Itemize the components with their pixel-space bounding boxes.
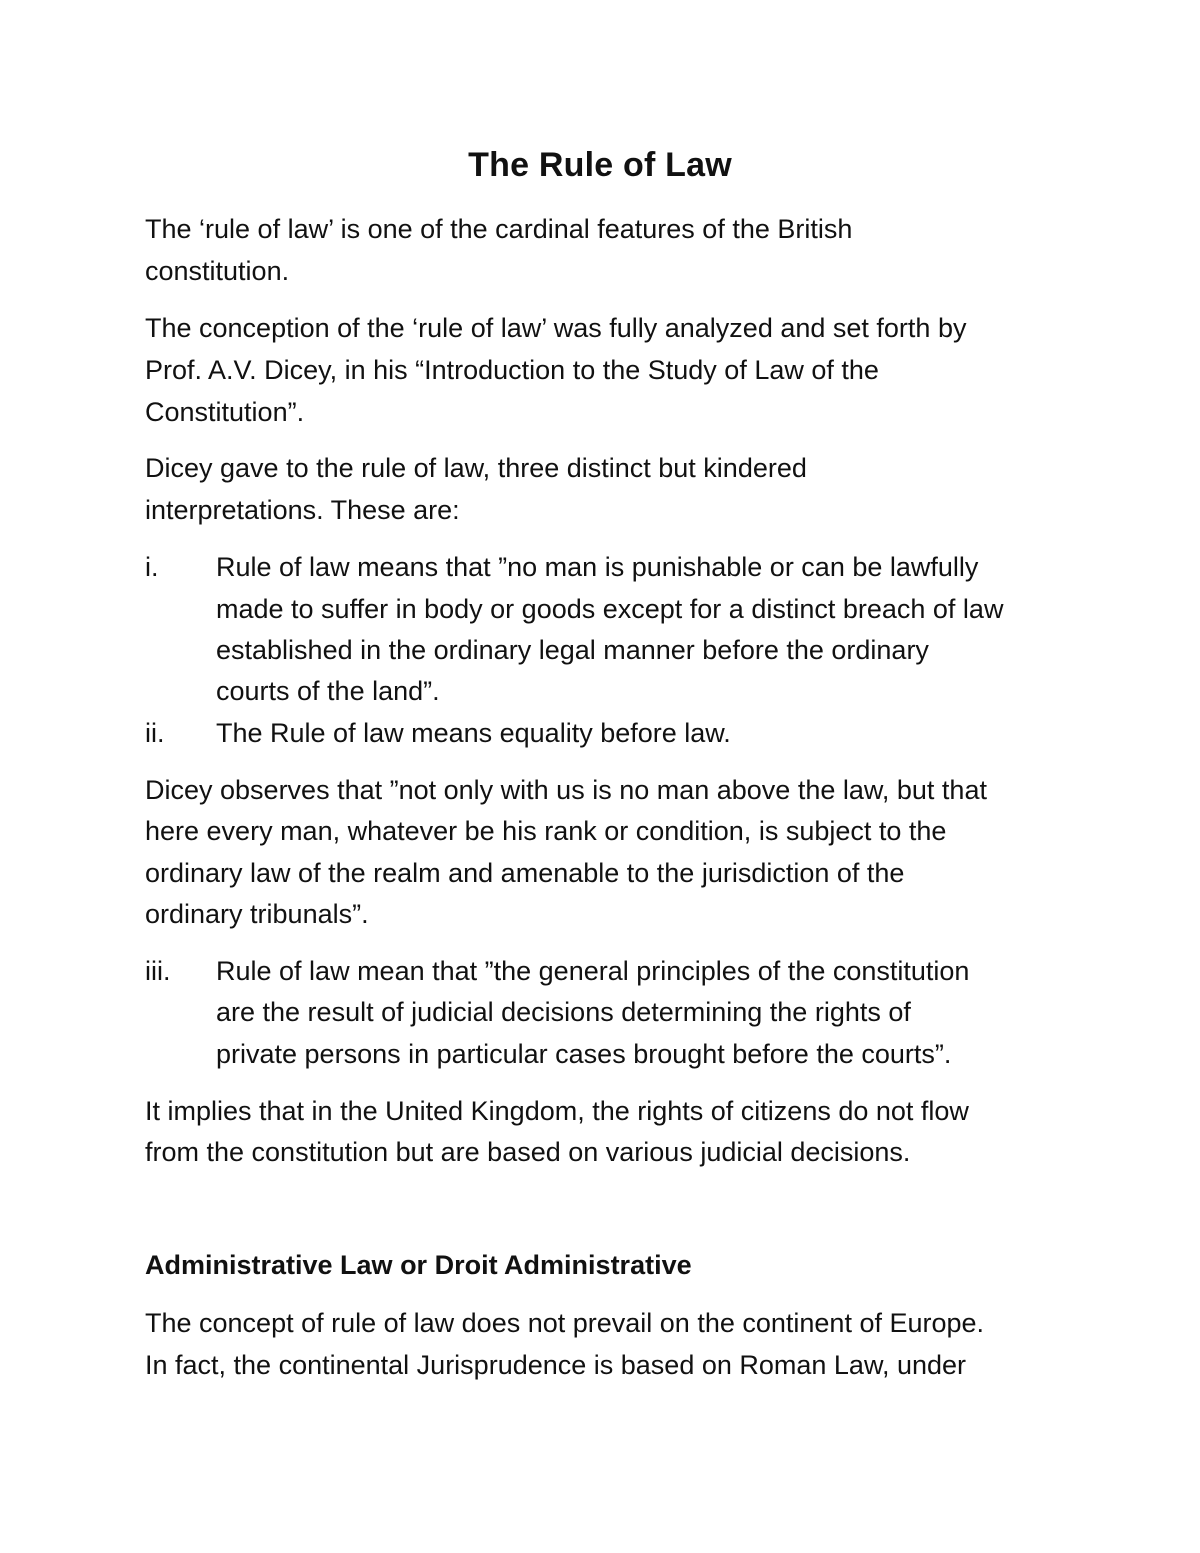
implies-line-1: It implies that in the United Kingdom, the rights of citizens do not flow (145, 1096, 969, 1126)
interpretations-line-1: Dicey gave to the rule of law, three distinct but kindered (145, 453, 807, 483)
intro-line-2: constitution. (145, 256, 290, 286)
list-item-i-line-2: made to suffer in body or goods except for a distinct breach of law (216, 594, 1004, 624)
conception-line-1: The conception of the ‘rule of law’ was fully analyzed and set forth by (145, 313, 967, 343)
list-item-iii-line-1: Rule of law mean that ”the general principles of the constitution (216, 956, 970, 986)
section-heading: Administrative Law or Droit Administrative (145, 1250, 692, 1280)
observes-line-4: ordinary tribunals”. (145, 899, 369, 929)
list-marker-iii: iii. (145, 956, 171, 986)
observes-line-2: here every man, whatever be his rank or condition, is subject to the (145, 816, 947, 846)
implies-line-2: from the constitution but are based on various judicial decisions. (145, 1137, 911, 1167)
document-title: The Rule of Law (468, 146, 732, 184)
conception-line-2: Prof. A.V. Dicey, in his “Introduction to the Study of Law of the (145, 355, 879, 385)
intro-line-1: The ‘rule of law’ is one of the cardinal features of the British (145, 214, 853, 244)
observes-line-1: Dicey observes that ”not only with us is no man above the law, but that (145, 775, 987, 805)
concept-line-1: The concept of rule of law does not prevail on the continent of Europe. (145, 1308, 985, 1338)
list-item-i-line-3: established in the ordinary legal manner before the ordinary (216, 635, 929, 665)
interpretations-line-2: interpretations. These are: (145, 495, 460, 525)
list-item-iii-line-3: private persons in particular cases brought before the courts”. (216, 1039, 952, 1069)
observes-line-3: ordinary law of the realm and amenable to the jurisdiction of the (145, 858, 905, 888)
concept-line-2: In fact, the continental Jurisprudence is based on Roman Law, under (145, 1350, 967, 1380)
conception-line-3: Constitution”. (145, 397, 305, 427)
list-item-i-line-1: Rule of law means that ”no man is punishable or can be lawfully (216, 552, 979, 582)
list-item-ii-line-1: The Rule of law means equality before law. (216, 718, 731, 748)
list-marker-ii: ii. (145, 718, 165, 748)
list-marker-i: i. (145, 552, 159, 582)
list-item-i-line-4: courts of the land”. (216, 676, 440, 706)
list-item-iii-line-2: are the result of judicial decisions determining the rights of (216, 997, 911, 1027)
